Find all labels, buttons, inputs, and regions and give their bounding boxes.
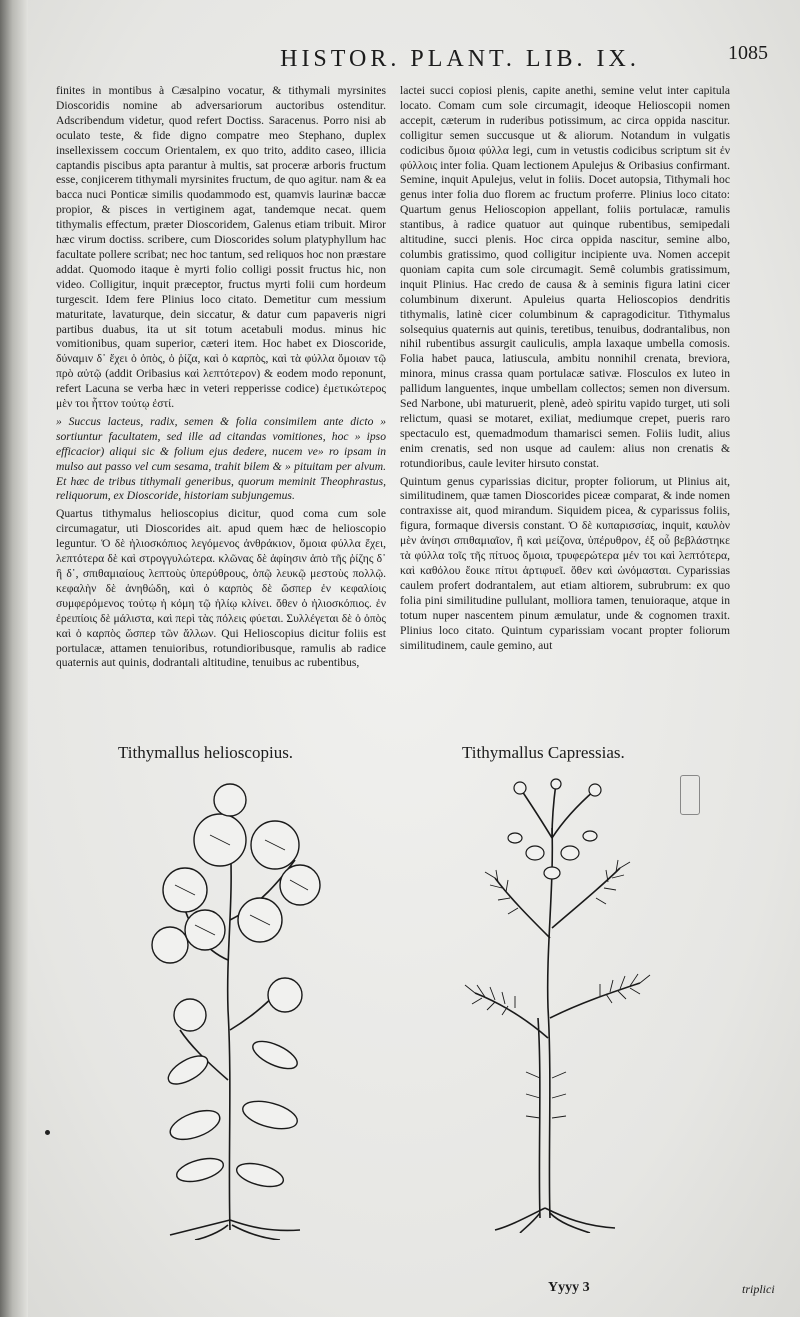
woodcut-helioscopius-illustration [110, 780, 350, 1240]
right-paragraph-1: lactei succi copiosi plenis, capite anethi, semine velut inter capitula locato. Comam cum sole circumagit, ideoque Helioscopii nomen accepit, cæterum in ruderibus potissimum, ac circa oppida nascitur. colligitur semen succusque ut & aliorum. Notandum in vulgatis codicibus ὅμοια φύλλα legi, cum in vetustis codicibus scriptum sit ἐν φύλλοις inter folia. Quam lectionem Apulejus & Oribasius confirmant. Semine, inquit Apulejus, velut in foliis. Docet autopsia, Tithymali hoc genus inter folia duo florem ac fructum proferre. Plinius loco citato: Quartum genus Helioscopion appellant, foliis portulacæ, ramulis stantibus, à radice quatuor aut quinque rubentibus, semipedali altitudine, succi plenis. Hoc circa oppida nascitur, semine albo, columbis gratissimo, quod colligitur incipiente uva. Nomen accepit quoniam capita cum sole circumagit. Semê columbis gratissimum, inquit Plinius. Hac credo de causa & à seminis figura latini cicer columbinum dixerunt. Apuleius quarta Helioscopios dendritis tithymalis, latinè cicer columbinum & capragodicitur. Tithymalus solsequius quaternis aut quinis, teretibus, tenuibus, dodrantalibus, non nihil rubentibus assurgit cauliculis, ampla laxaque umbella comosis. Folia habet pauca, latiuscula, ambitu nonnihil crenata, breviora, minora, minus crassa quam portulacæ sativæ. Flosculos ex luteo in pallidum languentes, inque umbellam collectos; semen non diversum. Sed Narbone, ubi maturuerit, plenè, adeò spiritu vapido turget, uti soli relictum, quasi se motaret, exiliat, mediumque crepet, pueris raro spectaculo est, quemadmodum thamarisci semen. Foliis ludit, alius enim crenatis, sed non usque ad caulem: alius non crenatis & rotundioribus, caule leviter hirsuto constat. [400, 84, 730, 470]
page-number: 1085 [728, 42, 768, 64]
left-text-column [56, 84, 386, 734]
printer-signature: Yyyy 3 [548, 1280, 590, 1295]
right-text-column [400, 84, 730, 734]
left-paragraph-2: » Succus lacteus, radix, semen & folia consimilem ante dicto » sortiuntur facultatem, sed ille ad citandas vomitiones, hoc » ipso efficacior) aliqui sic & folium ejus dedere, nucem ve» ro ipsam in mulso aut passo vel cum sesama, trahit bilem & » pituitam per alvum. Et hæc de tribus tithymali generibus, quorum meminit Theophrastus, reliquorum, ex Dioscoride, historiam subjungemus. [56, 414, 386, 503]
running-header: HISTOR. PLANT. LIB. IX. [280, 46, 640, 72]
figure-caption-left: Tithymallus helioscopius. [118, 743, 294, 762]
ink-dot-mark [45, 1130, 50, 1135]
woodcut-cyparissias-illustration [440, 778, 670, 1233]
left-paragraph-3: Quartus tithymalus helioscopius dicitur, quod coma cum sole circumagatur, uti Dioscorides ait. apud quem hæc de helioscopio leguntur. Ὁ δὲ ἡλιοσκόπιος λεγόμενος ἀνθράκιον, ὅμοια φύλλα ἔχει, λεπτότερα δὲ καὶ στρογγυλώτερα. κλῶνας δὲ ἀφίησιν ἀπὸ τῆς ῥίζης δ᾽ ἢ δ᾽, σπιθαμιαίους λεπτοὺς ὑπερύθρους, ὀπῷ λευκῷ μεστοὺς πολλῷ. κεφαλὴν δὲ ἀνηθώδη, καὶ ὁ καρπὸς δὲ ὥσπερ ἐν κεφαλίοις συμφερόμενος τούτῳ ἡ κόμη τῷ ἡλίῳ κλίνει. ὅθεν ὁ ἡλιοσκόπιος. ἐν ἐρειπίοις δὲ μάλιστα, καὶ περὶ τὰς πόλεις φύεται. Συλλέγεται δὲ ὁ ὀπὸς καὶ ὁ καρπὸς ὥσπερ τῶν ἄλλων. Qui Helioscopius dicitur foliis est portulacæ, attamen tenuioribus, rotundioribusque, ramulis ab radice quaternis aut quinis, dodrantali altitudine, tenuibus ac rubentibus, [56, 507, 386, 670]
library-stamp [680, 775, 700, 815]
book-binding-shadow [0, 0, 28, 1317]
figure-caption-right: Tithymallus Capressias. [462, 743, 625, 762]
left-paragraph-1: finites in montibus à Cæsalpino vocatur, & tithymali myrsinites Dioscoridis nomine ab adversariorum auctoribus ostenditur. Adscribendum videtur, quod refert Doctiss. Saracenus. Porro nisi ab oculato teste, & fide digno compatre meo Stephano, duplex insellexissem coccum Orientalem, ex quo trito, addito caseo, illicia captandis piscibus apta parantur à multis, sat proceræ arboris fructum esse, conjicerem tithymali myrsinites fructum, de quo agitur. nam & ea bacca nuci Ponticæ similis quodammodo est, quamvis laurinæ baccæ propior, & pisces in vertiginem agat, tandemque necat. quem tithymalis effectum, præter Dioscoridem, Galenus etiam tribuit. Miror hæc virum doctiss. scribere, cum Dioscorides solum platyphyllum hac facultate pollere scribat; nec hoc tantum, sed reliquos hoc non præstare addat. Quomodo itaque è myrti folio colligi possit fructus hic, non video. Colligitur, inquit præceptor, fructus myrti folii cum hordeum turgescit. Idem fere Plinius loco citato. Demetitur cum messium maturitate, lavaturque, dein siccatur, & datur cum papaveris nigri partibus duabus, ita ut sit totum acetabuli modus. minus hic vomitionibus, quam superior, cæteri item. Hoc habet ex Dioscoride, δύναμιν δ᾽ ἔχει ὁ ὀπὸς, ὁ ῥίζα, καὶ ὁ καρπὸς, καὶ τὰ φύλλα ὅμοιαν τῷ πρὸ αὐτῷ (addit Oribasius καὶ λεπτότερον) & eodem modo reponunt, refert Lacuna se verba hæc in veteri repperisse codice) ἐμετικώτερος μὲν τοι ἧττον τούτῳ ἐστί. [56, 84, 386, 411]
right-paragraph-2: Quintum genus cyparissias dicitur, propter foliorum, ut Plinius ait, similitudinem, quæ tamen Dioscorides piceæ comparat, & inde nomen contraxisse ait, quod mirandum. Siquidem picea, & cyparissus foliis, figura, formaque diversis constant. Ὁ δὲ κυπαρισσίας, inquit, καυλὸν μὲν ἀνίησι σπιθαμιαῖον, ἢ καὶ μείζονα, ὑπέρυθρον, ἐξ οὗ βεβλάστηκε τὰ φύλλα τοῖς τῆς πίτυος ὅμοια, τρυφερώτερα μέν τοι καὶ λεπτότερα, καὶ καθόλου ἔοικε πίτυι ἀρτιφυεῖ. ὅθεν καὶ ὠνόμασται. Cyparissias caulem profert dodrantalem, aut etiam altiorem, subrubrum: ex quo folia pini similitudine pullulant, molliora tamen, tenuioraque, atque in totum nuper nascentem pinum æmulatur, unde & cognomen traxit. Plinius loco citato. Quintum cyparissiam vocant propter foliorum similitudinem, caule gemino, aut [400, 474, 730, 652]
catchword: triplici [742, 1282, 775, 1296]
